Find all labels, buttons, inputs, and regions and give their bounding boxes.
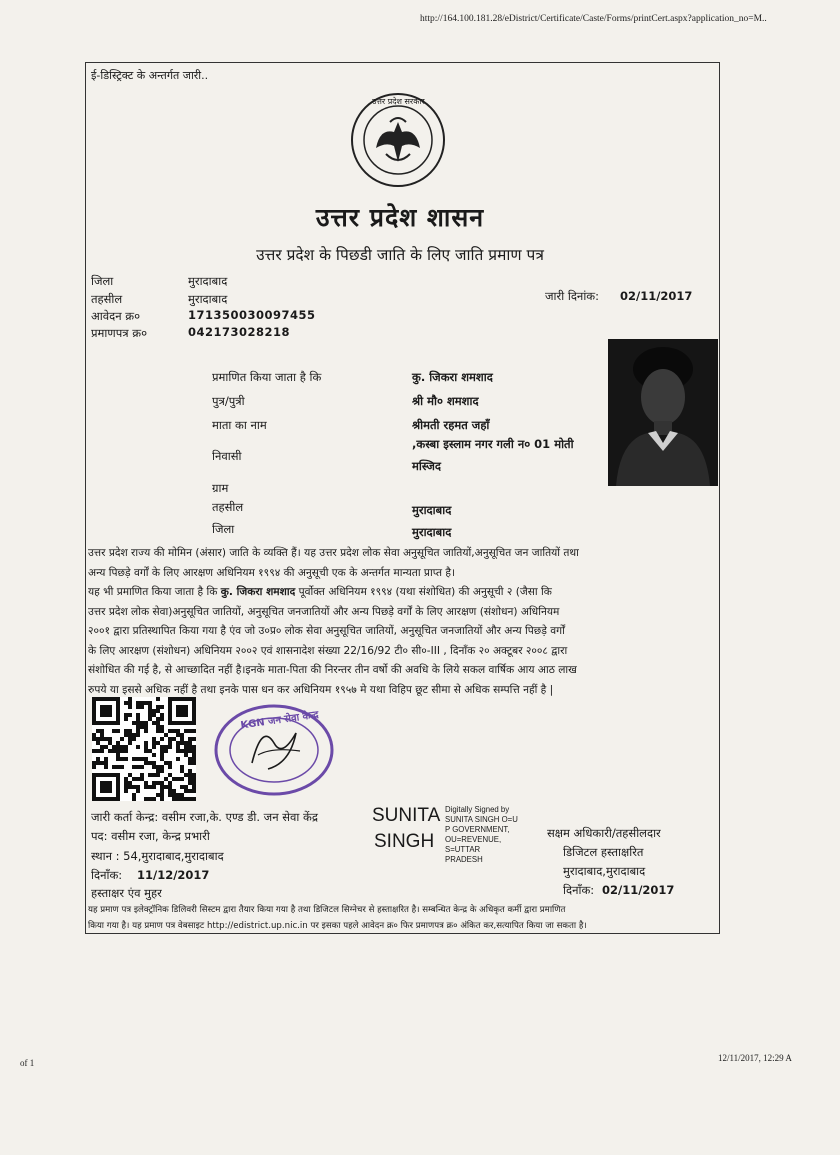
certificate-number: 042173028218 xyxy=(188,325,291,339)
issue-date-label: जारी दिनांक: xyxy=(545,289,600,303)
tehsil-value: मुरादाबाद xyxy=(188,292,228,306)
authority-location: मुरादाबाद,मुरादाबाद xyxy=(563,864,646,878)
paragraph-line: अन्य पिछड़े वर्गों के लिए आरक्षण अधिनियम १९९४ की अनुसूची एक के अन्तर्गत मान्यता प्राप्त है। xyxy=(88,566,456,579)
mother-name-label: माता का नाम xyxy=(212,418,267,432)
paragraph-text: यह भी प्रमाणित किया जाता है कि xyxy=(88,586,218,598)
applicant-name: कु. जिकरा शमशाद xyxy=(412,370,493,384)
digital-signature-line: S=UTTAR xyxy=(445,845,481,854)
digital-signature-details xyxy=(445,805,518,865)
issuer-date: 11/12/2017 xyxy=(137,868,210,882)
paragraph-text: पूर्वोक्त अधिनियम १९९४ (यथा संशोधित) की अनुसूची २ (जैसा कि xyxy=(298,586,552,598)
signer-first-name: SUNITA xyxy=(372,805,441,826)
paragraph-line: के लिए आरक्षण (संशोधन) अधिनियम २००२ एवं शासनादेश संख्या 22/16/92 टी० सी०-III , दिनाँक २० अक्टूबर २००८ द्वारा xyxy=(88,644,568,657)
district-value: मुरादाबाद xyxy=(188,274,228,288)
digital-signature-line: PRADESH xyxy=(445,855,483,864)
authority-date-label: दिनाँक: xyxy=(563,883,595,897)
paragraph-line: उत्तर प्रदेश राज्य की मोमिन (अंसार) जाति के व्यक्ति हैं। यह उत्तर प्रदेश लोक सेवा अनुसूचित जातियों,अनुसूचित जन जातियों तथा xyxy=(88,547,579,559)
issued-under-text: ई-डिस्ट्रिक्ट के अन्तर्गत जारी.. xyxy=(91,69,209,82)
applicant-photo xyxy=(608,339,718,486)
emblem-caption: उत्तर प्रदेश सरकार xyxy=(372,97,425,106)
person-district-value: मुरादाबाद xyxy=(412,525,452,539)
district-label: जिला xyxy=(91,274,114,288)
page-title: उत्तर प्रदेश शासन xyxy=(315,203,485,232)
paragraph-line: रुपये या इससे अधिक नहीं है तथा इनके पास धन कर अधिनियम १९५७ मे यथा विहिप छूट सीमा से अधिक सम्पत्ति नहीं है | xyxy=(88,683,554,696)
stamp-text: KGN जन सेवा केन्द्र xyxy=(239,709,320,732)
resident-address-line-2: मस्जिद xyxy=(412,459,441,473)
signer-last-name: SINGH xyxy=(374,831,435,852)
note-line: यह प्रमाण पत्र इलेक्ट्रॉनिक डिलिवरी सिस्टम द्वारा तैयार किया गया है तथा डिजिटल सिग्नेचर से हस्ताक्षरित है। सम्बन्धित केन्द्र के अधिकृत कर्मी द्वारा प्रमाणित xyxy=(88,905,566,915)
person-tehsil-value: मुरादाबाद xyxy=(412,503,452,517)
paragraph-line: संशोधित की गई है, से आच्छादित नहीं है।इनके माता-पिता की निरन्तर तीन वर्षो की अवधि के लिये सकल वार्षिक आय आठ लाख xyxy=(88,664,577,676)
authority-title: सक्षम अधिकारी/तहसीलदार xyxy=(547,826,661,840)
digital-signature-line: Digitally Signed by xyxy=(445,805,510,814)
digitally-signed-label: डिजिटल हस्ताक्षरित xyxy=(563,845,644,859)
person-tehsil-label: तहसील xyxy=(212,500,244,514)
paragraph-line xyxy=(88,583,714,603)
page-count: of 1 xyxy=(20,1058,35,1068)
certificate-subtitle: उत्तर प्रदेश के पिछडी जाति के लिए जाति प्रमाण पत्र xyxy=(256,246,544,264)
certified-label: प्रमाणित किया जाता है कि xyxy=(212,370,322,384)
issue-date: 02/11/2017 xyxy=(620,289,693,303)
issue-place: स्थान : 54,मुरादाबाद,मुरादाबाद xyxy=(91,849,224,863)
issuer-position: पद: वसीम रजा, केन्द्र प्रभारी xyxy=(91,829,210,843)
verification-note xyxy=(88,902,714,934)
father-name: श्री मौ० शमशाद xyxy=(412,394,479,408)
issuer-date-label: दिनाँक: xyxy=(91,868,123,882)
certificate-border xyxy=(85,62,720,934)
authority-date: 02/11/2017 xyxy=(602,883,675,897)
paragraph-line: २००१ द्वारा प्रतिस्थापित किया गया है एंव जो उ०प्र० लोक सेवा अनुसूचित जातियों, अनुसूचित जनजातियों और अन्य पिछड़े वर्गों xyxy=(88,625,565,637)
verification-qr-code xyxy=(92,697,196,801)
person-district-label: जिला xyxy=(212,522,235,536)
caste-declaration-paragraph xyxy=(88,544,714,700)
resident-label: निवासी xyxy=(212,449,242,463)
digital-signature-line: P GOVERNMENT, xyxy=(445,825,510,834)
village-label: ग्राम xyxy=(212,481,229,495)
tehsil-label: तहसील xyxy=(91,292,123,306)
paragraph-applicant-name: कु. जिकरा शमशाद xyxy=(220,586,296,598)
issuing-center: जारी कर्ता केन्द्र: वसीम रजा,के. एण्ड डी. जन सेवा केंद्र xyxy=(91,810,318,824)
paragraph-line: उत्तर प्रदेश लोक सेवा)अनुसूचित जातियों, अनुसूचित जनजातियों और अन्य पिछड़े वर्गों के लिए आरक्षण (संशोधन) अधिनियम xyxy=(88,605,560,618)
resident-address-line-1: ,कस्बा इस्लाम नगर गली न० 01 मोती xyxy=(412,437,574,451)
print-timestamp: 12/11/2017, 12:29 A xyxy=(718,1053,792,1063)
signature-seal-label: हस्ताक्षर एंव मुहर xyxy=(91,886,162,900)
application-number-label: आवेदन क्र० xyxy=(91,309,141,323)
application-number: 171350030097455 xyxy=(188,308,316,322)
digital-signature-line: SUNITA SINGH O=U xyxy=(445,815,518,824)
relation-label: पुत्र/पुत्री xyxy=(212,394,245,408)
certificate-number-label: प्रमाणपत्र क्र० xyxy=(91,326,148,340)
print-url: http://164.100.181.28/eDistrict/Certificate/Caste/Forms/printCert.aspx?application_no=M.. xyxy=(420,14,767,24)
mother-name: श्रीमती रहमत जहाँ xyxy=(412,418,490,432)
note-line: किया गया है। यह प्रमाण पत्र वेबसाइट http://edistrict.up.nic.in पर इसका पहले आवेदन क्र० फिर प्रमाणपत्र क्र० अंकित कर,सत्यापित किया जा सकता है। xyxy=(88,921,587,931)
digital-signature-line: OU=REVENUE, xyxy=(445,835,502,844)
